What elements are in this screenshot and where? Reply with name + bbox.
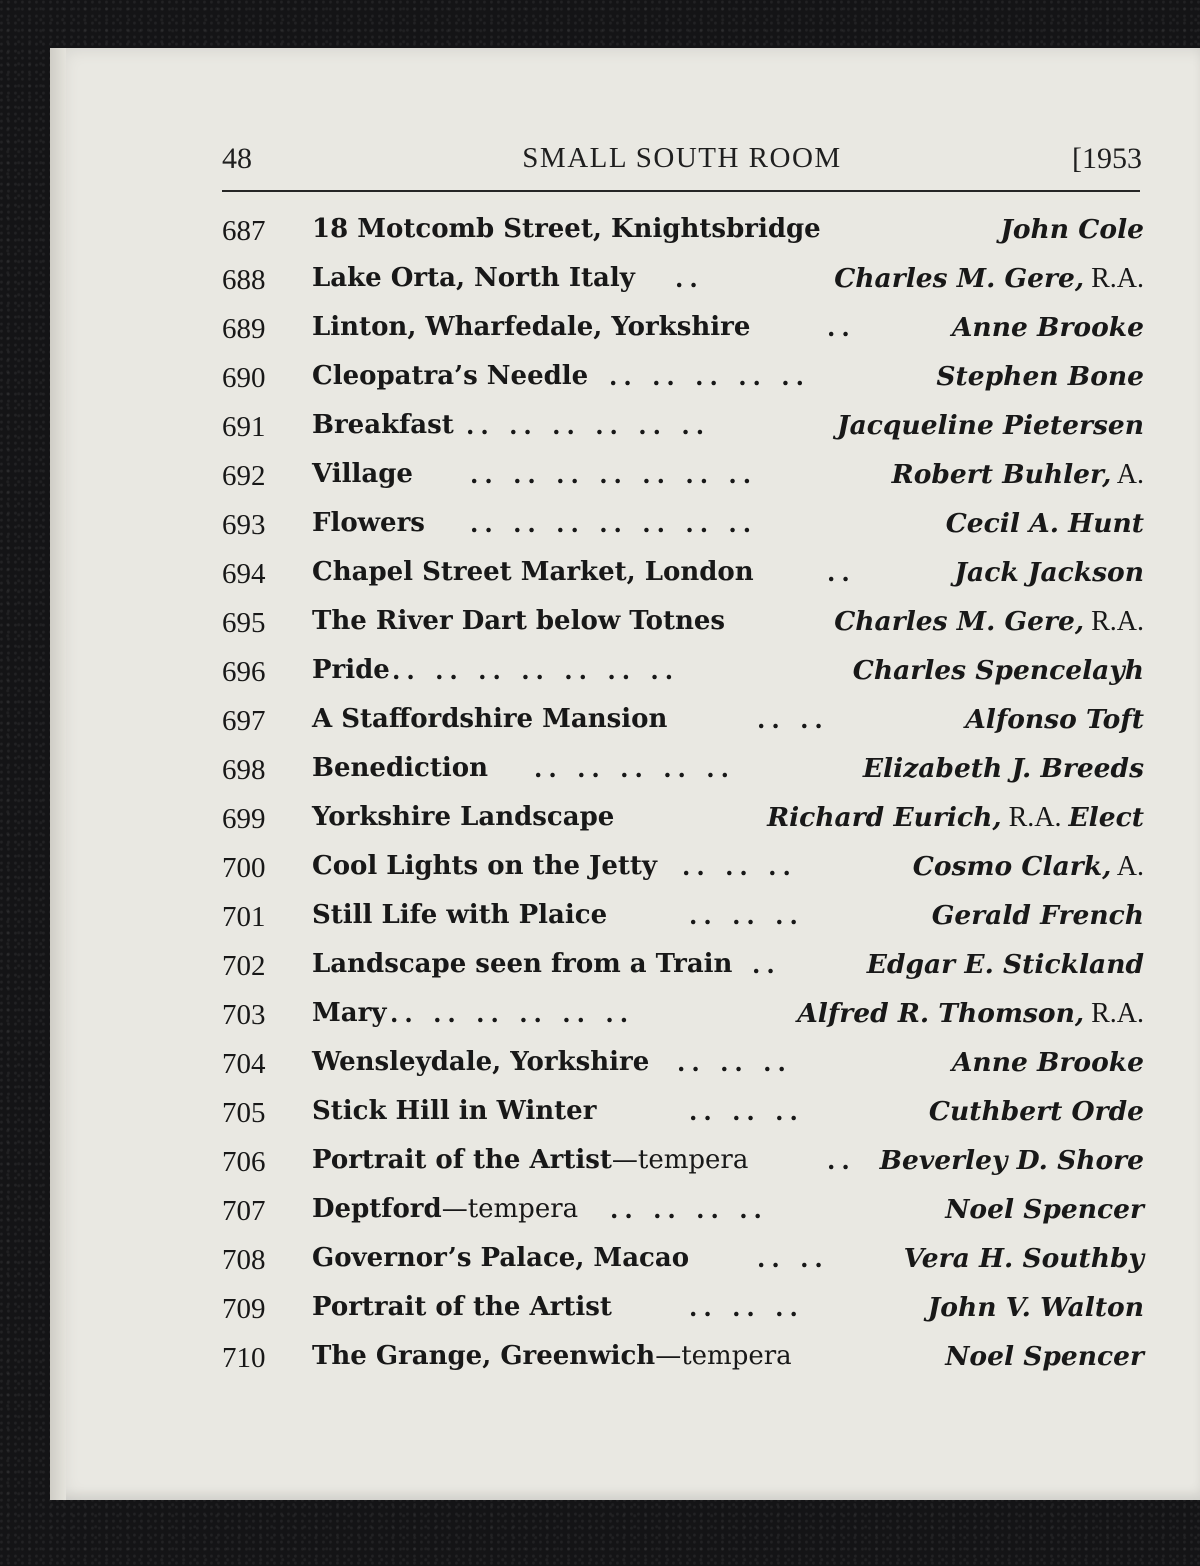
entry-title-text: Deptford [312,1194,442,1224]
leader-dots: .. .. .. .. .. .. .. [470,460,758,489]
catalogue-entry [222,891,1144,940]
catalogue-entry [222,303,1144,352]
entry-title [312,450,413,499]
entry-medium: —tempera [655,1341,792,1371]
entry-title-text: Governor’s Palace, Macao [312,1243,690,1273]
entry-artist [932,891,1144,940]
entry-number: 708 [222,1244,266,1276]
artist-name: Alfonso Toft [965,704,1144,735]
catalogue-entry [222,1283,1144,1332]
page-edge [50,48,66,1500]
entry-title-text: Yorkshire Landscape [312,802,615,832]
artist-name: Noel Spencer [945,1194,1144,1225]
entry-artist [834,597,1144,646]
artist-name: Charles Spencelayh [852,655,1144,686]
entry-number: 701 [222,901,266,933]
entry-title-text: 18 Motcomb Street, Knightsbridge [312,214,821,244]
entry-number: 698 [222,754,266,786]
entry-artist [928,1283,1144,1332]
entry-number: 710 [222,1342,266,1374]
entry-title-text: Stick Hill in Winter [312,1096,597,1126]
entry-title [312,303,750,352]
entry-title [312,1136,748,1185]
leader-dots: .. .. [757,1244,829,1273]
entry-number: 692 [222,460,266,492]
artist-name: Cuthbert Orde [928,1096,1144,1127]
entry-number: 687 [222,215,266,247]
entry-title [312,205,821,254]
entry-title [312,940,732,989]
entry-number: 702 [222,950,266,982]
leader-dots: .. .. .. .. .. .. [466,411,711,440]
entry-title-text: Mary [312,998,387,1028]
entry-title [312,646,390,695]
catalogue-entry [222,842,1144,891]
entry-title-text: Cleopatra’s Needle [312,361,589,391]
catalogue-entry [222,1185,1144,1234]
artist-distinction: R.A. [1084,263,1144,294]
artist-name: John V. Walton [927,1292,1144,1323]
entry-medium: —tempera [441,1194,579,1224]
entry-artist [965,695,1144,744]
entry-number: 704 [222,1048,266,1080]
entry-number: 696 [222,656,266,688]
entry-title-text: Linton, Wharfedale, Yorkshire [312,312,751,342]
artist-name: Edgar E. Stickland [866,949,1144,980]
entry-artist [955,548,1145,597]
leader-dots: .. .. .. [689,1097,804,1126]
entry-artist [945,1332,1144,1381]
entry-title [312,597,725,646]
entry-number: 705 [222,1097,266,1129]
entry-title-text: Pride [312,655,390,685]
entry-artist [863,744,1144,793]
entry-number: 706 [222,1146,266,1178]
entry-number: 700 [222,852,266,884]
entry-number: 695 [222,607,266,639]
entry-number: 691 [222,411,266,443]
entry-number: 703 [222,999,266,1031]
leader-dots: .. .. .. .. .. .. .. [470,509,758,538]
entry-artist [913,842,1144,891]
entry-title [312,1185,578,1234]
entry-artist [867,940,1144,989]
entry-title-text: Portrait of the Artist [312,1292,612,1322]
leader-dots: .. .. .. [682,852,797,881]
entry-medium: —tempera [611,1145,749,1175]
page-header [222,138,1142,184]
entry-title-text: The River Dart below Totnes [312,606,726,636]
entry-title [312,989,386,1038]
entry-artist [797,989,1144,1038]
entry-title-text: Village [312,459,413,489]
entry-title-text: Flowers [312,508,425,538]
entry-title [312,254,635,303]
catalogue-entry [222,940,1144,989]
entry-title [312,1332,792,1381]
entry-number: 688 [222,264,266,296]
leader-dots: .. .. .. [689,901,804,930]
artist-name: Cecil A. Hunt [945,508,1144,539]
entry-title-text: Benediction [312,753,488,783]
artist-name: Anne Brooke [951,1047,1144,1078]
year-label: [1953 [1072,142,1142,175]
leader-dots: .. .. .. [677,1048,792,1077]
leader-dots: .. [827,313,856,342]
artist-name: Charles M. Gere, [834,263,1085,294]
catalogue-entry [222,254,1144,303]
entry-artist [936,352,1144,401]
catalogue-entry [222,989,1144,1038]
entry-title-text: Wensleydale, Yorkshire [312,1047,650,1077]
entry-artist [945,1185,1144,1234]
entry-artist [837,401,1144,450]
artist-name: Anne Brooke [951,312,1144,343]
entry-artist [946,499,1144,548]
catalogue-entry [222,548,1144,597]
catalogue-entry [222,695,1144,744]
entry-title [312,548,754,597]
entry-number: 697 [222,705,266,737]
entry-title [312,842,657,891]
entry-title-text: Breakfast [312,410,454,440]
entry-number: 693 [222,509,266,541]
artist-name: Robert Buhler, [891,459,1112,490]
artist-name: Alfred R. Thomson, [797,998,1085,1029]
entry-number: 699 [222,803,266,835]
room-title: SMALL SOUTH ROOM [522,142,842,174]
catalogue-entry [222,1038,1144,1087]
header-rule [222,190,1140,192]
entry-artist [904,1234,1144,1283]
leader-dots: .. .. .. .. .. .. .. [392,656,680,685]
entry-title [312,1234,689,1283]
entry-title-text: Lake Orta, North Italy [312,263,635,293]
entry-title [312,891,607,940]
entry-title-text: Still Life with Plaice [312,900,608,930]
entry-artist [880,1136,1144,1185]
artist-name: Elizabeth J. Breeds [862,753,1144,784]
entry-title [312,1087,596,1136]
artist-distinction: A. [1111,459,1144,490]
entry-number: 690 [222,362,266,394]
catalogue-entry [222,1136,1144,1185]
entry-artist [853,646,1144,695]
entry-title [312,793,614,842]
entry-artist [834,254,1144,303]
artist-name: Charles M. Gere, [834,606,1085,637]
artist-distinction: A. [1111,851,1144,882]
artist-distinction: R.A. [1084,998,1144,1029]
artist-name: Cosmo Clark, [912,851,1112,882]
entry-title-text: Portrait of the Artist [312,1145,612,1175]
leader-dots: .. [827,558,856,587]
entry-number: 694 [222,558,266,590]
artist-name: Noel Spencer [945,1341,1144,1372]
entry-title-text: The Grange, Greenwich [312,1341,656,1371]
catalogue-list [222,205,1144,1381]
entry-title-text: Cool Lights on the Jetty [312,851,658,881]
leader-dots: .. .. [757,705,829,734]
entry-artist [952,303,1144,352]
catalogue-entry [222,646,1144,695]
entry-title [312,695,667,744]
artist-name: Vera H. Southby [903,1243,1144,1274]
leader-dots: .. .. .. .. .. .. [390,999,635,1028]
catalogue-entry [222,352,1144,401]
leader-dots: .. .. .. .. [610,1195,768,1224]
entry-artist [892,450,1144,499]
artist-name: Jack Jackson [954,557,1144,588]
entry-number: 689 [222,313,266,345]
entry-number: 709 [222,1293,266,1325]
artist-name: Richard Eurich, [767,802,1002,833]
entry-title [312,744,488,793]
artist-name: Gerald French [931,900,1144,931]
entry-title [312,1038,649,1087]
artist-distinction: R.A. [1084,606,1144,637]
artist-name: Beverley D. Shore [879,1145,1144,1176]
entry-number: 707 [222,1195,266,1227]
leader-dots: .. .. .. .. .. [534,754,735,783]
catalogue-entry [222,1234,1144,1283]
catalogue-entry [222,205,1144,254]
catalogue-entry [222,450,1144,499]
entry-artist [929,1087,1144,1136]
artist-distinction: R.A. [1001,802,1069,833]
entry-artist [1000,205,1144,254]
catalogue-entry [222,597,1144,646]
catalogue-entry [222,401,1144,450]
entry-title-text: A Staffordshire Mansion [312,704,668,734]
entry-title [312,1283,612,1332]
catalogue-entry [222,1087,1144,1136]
catalogue-entry [222,499,1144,548]
entry-title [312,401,454,450]
leader-dots: .. .. .. .. .. [609,362,810,391]
leader-dots: .. .. .. [689,1293,804,1322]
catalogue-entry [222,1332,1144,1381]
catalogue-entry [222,793,1144,842]
entry-artist [952,1038,1144,1087]
entry-artist [767,793,1144,842]
entry-title-text: Landscape seen from a Train [312,949,733,979]
leader-dots: .. [752,950,781,979]
entry-title [312,352,588,401]
artist-elect: Elect [1068,802,1144,833]
entry-title [312,499,425,548]
artist-name: John Cole [1000,214,1144,245]
entry-title-text: Chapel Street Market, London [312,557,754,587]
artist-name: Jacqueline Pietersen [837,410,1144,441]
catalogue-entry [222,744,1144,793]
leader-dots: .. [675,264,704,293]
leader-dots: .. [827,1146,856,1175]
artist-name: Stephen Bone [936,361,1144,392]
page-number: 48 [222,142,252,175]
